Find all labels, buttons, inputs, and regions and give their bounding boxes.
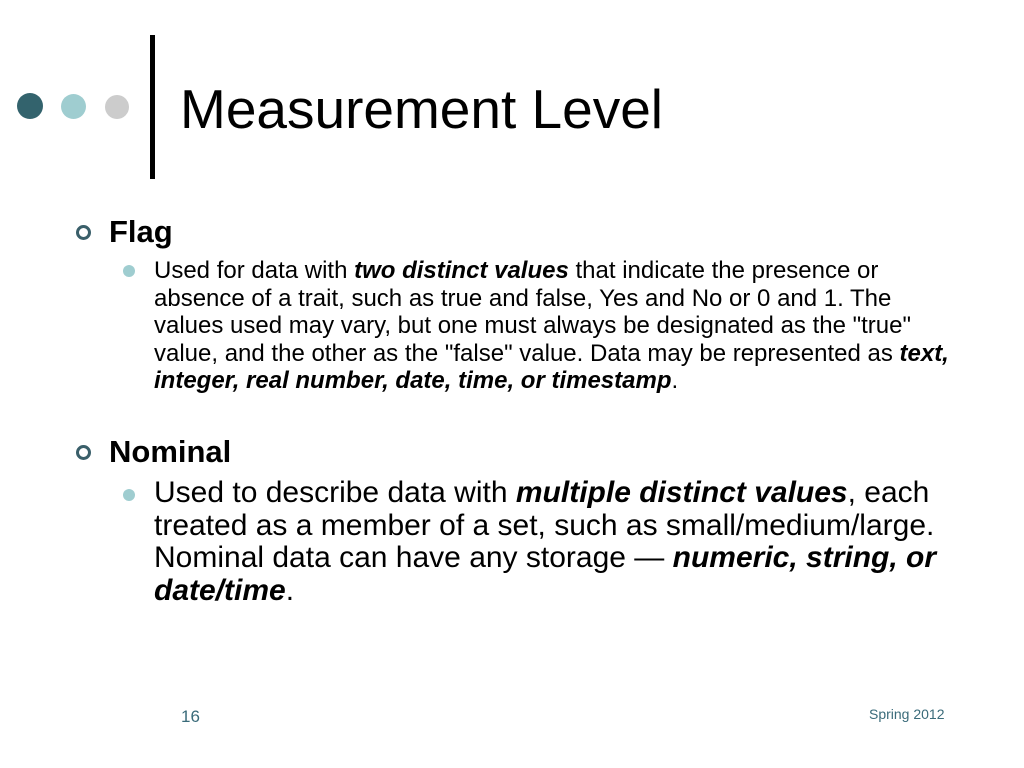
heading-nominal-label: Nominal: [109, 434, 232, 469]
title-divider-bar: [150, 35, 155, 179]
decor-dot-gray: [105, 95, 129, 119]
flag-emphasis-2: text, integer, real number, date, time, or timestamp: [154, 339, 949, 394]
slide-title: Measurement Level: [180, 78, 664, 140]
nominal-paragraph: [154, 477, 954, 607]
nominal-emphasis-2: numeric, string, or date/time: [154, 541, 937, 607]
nominal-text-part-3: .: [285, 573, 295, 607]
nominal-text-part-1: Used to describe data with: [154, 476, 516, 509]
flag-paragraph: [154, 257, 954, 395]
ring-bullet-icon: [76, 445, 91, 460]
footer-date: Spring 2012: [869, 706, 945, 722]
page-number: 16: [181, 707, 200, 726]
nominal-text-part-2: , each treated as a member of a set, such as small/medium/large. Nominal data can have any storage —: [154, 476, 935, 574]
dot-bullet-icon: [123, 265, 135, 277]
decor-dot-dark: [17, 93, 43, 119]
nominal-emphasis-1: multiple distinct values: [515, 476, 848, 509]
ring-bullet-icon: [76, 225, 91, 240]
dot-bullet-icon: [123, 489, 135, 501]
flag-text-part-1: Used for data with: [154, 257, 355, 284]
heading-flag-label: Flag: [109, 214, 173, 249]
flag-text-part-3: .: [671, 367, 679, 394]
decor-dot-light: [61, 94, 86, 119]
flag-emphasis-1: two distinct values: [354, 257, 569, 284]
flag-text-part-2: that indicate the presence or absence of a trait, such as true and false, Yes and No or 0 and 1. The values used may vary, but one must always be designated as the "true" value, and the other as the "false" value. Data may be represented as: [154, 257, 912, 367]
